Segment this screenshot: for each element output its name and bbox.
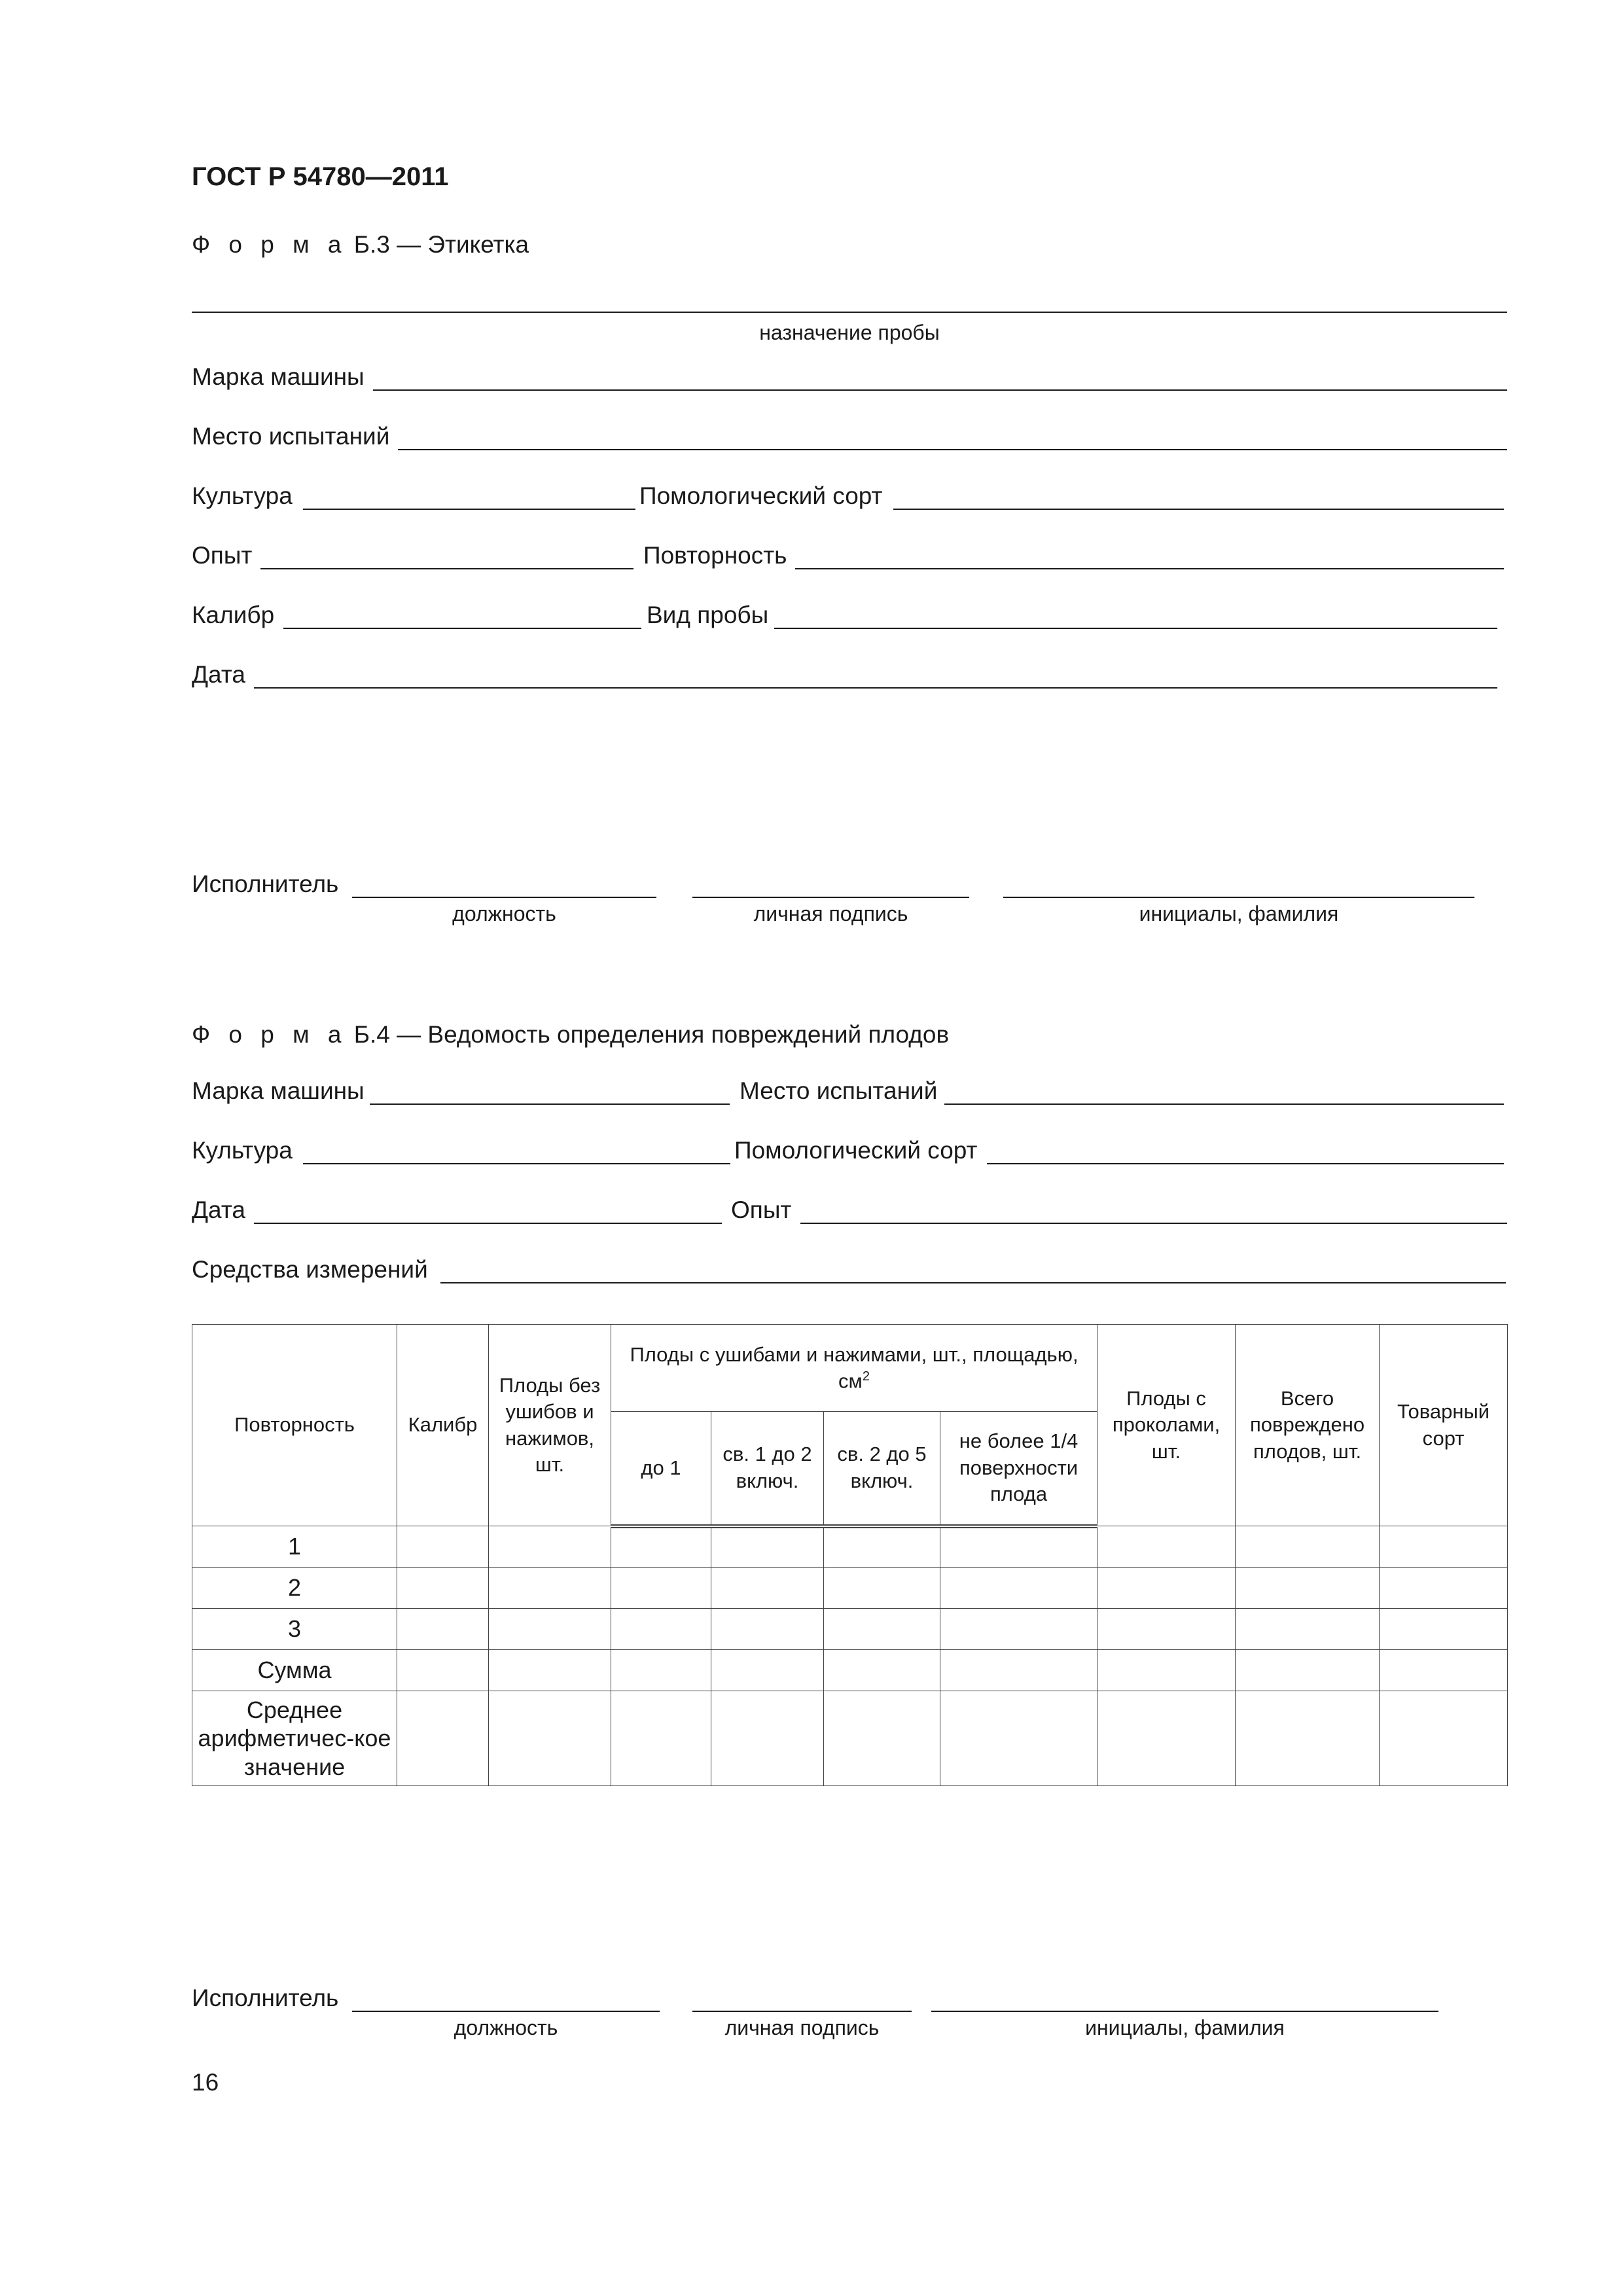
table-cell[interactable] — [711, 1609, 824, 1650]
table-cell[interactable] — [611, 1609, 711, 1650]
doc-code: ГОСТ Р 54780—2011 — [192, 162, 449, 191]
table-cell[interactable] — [489, 1526, 611, 1568]
b4-test-site-label: Место испытаний — [740, 1077, 938, 1104]
caliber-label: Калибр — [192, 601, 275, 628]
b4-executor-signature-caption: личная подпись — [724, 2016, 880, 2039]
form-word: Ф о р м а — [192, 231, 348, 258]
table-cell[interactable] — [824, 1691, 940, 1786]
table-cell[interactable] — [940, 1526, 1097, 1568]
table-cell[interactable] — [1097, 1526, 1236, 1568]
b4-executor-label: Исполнитель — [192, 1984, 339, 2011]
table-cell[interactable] — [489, 1650, 611, 1691]
table-cell[interactable] — [489, 1691, 611, 1786]
b4-instruments-field[interactable] — [440, 1282, 1506, 1283]
form-b4-title — [192, 1022, 949, 1047]
th-max-quarter: не более 1/4 поверхности плода — [940, 1412, 1097, 1526]
page-number: 16 — [192, 2069, 219, 2096]
table-cell[interactable] — [824, 1650, 940, 1691]
th-bruised-group-sup: 2 — [862, 1369, 870, 1384]
table-cell[interactable] — [397, 1526, 489, 1568]
table-cell[interactable] — [711, 1526, 824, 1568]
crop-label: Культура — [192, 482, 293, 509]
table-cell[interactable] — [397, 1609, 489, 1650]
form-b4-title-text: Б.4 — Ведомость определения повреждений плодов — [353, 1021, 950, 1048]
form-b3-title-text: Б.3 — Этикетка — [353, 231, 529, 258]
b4-pomological-variety-field[interactable] — [987, 1163, 1504, 1164]
b4-executor-position-field[interactable] — [352, 2011, 660, 2012]
table-cell[interactable] — [397, 1568, 489, 1609]
table-cell[interactable] — [1097, 1650, 1236, 1691]
table-cell[interactable] — [489, 1609, 611, 1650]
b4-machine-brand-field[interactable] — [370, 1103, 730, 1105]
form-b3-title — [192, 232, 529, 257]
damage-table — [192, 1324, 1508, 1786]
table-row — [192, 1526, 1508, 1568]
table-cell[interactable] — [940, 1650, 1097, 1691]
b4-executor-signature-field[interactable] — [692, 2011, 912, 2012]
table-cell[interactable] — [611, 1691, 711, 1786]
b4-instruments-label: Средства измерений — [192, 1256, 428, 1283]
table-row — [192, 1691, 1508, 1786]
th-from-2-to-5: св. 2 до 5 включ. — [824, 1412, 940, 1526]
sample-type-label: Вид пробы — [647, 601, 769, 628]
th-up-to-1: до 1 — [611, 1412, 711, 1526]
executor-signature-field[interactable] — [692, 897, 969, 898]
table-cell[interactable] — [611, 1650, 711, 1691]
pomological-variety-field[interactable] — [893, 509, 1504, 510]
th-bruised-group-text: Плоды с ушибами и нажимами, шт., площадью, см — [630, 1342, 1079, 1393]
table-cell[interactable] — [1236, 1609, 1380, 1650]
purpose-field[interactable] — [192, 312, 1507, 313]
th-no-bruises: Плоды без ушибов и нажимов, шт. — [489, 1325, 611, 1526]
purpose-caption: назначение пробы — [759, 321, 940, 344]
table-cell[interactable] — [397, 1691, 489, 1786]
table-cell[interactable] — [711, 1691, 824, 1786]
table-header-row — [192, 1325, 1508, 1412]
th-total-damaged: Всего повреждено плодов, шт. — [1236, 1325, 1380, 1526]
table-cell[interactable] — [824, 1526, 940, 1568]
th-punctured: Плоды с проколами, шт. — [1097, 1325, 1236, 1526]
executor-name-field[interactable] — [1003, 897, 1474, 898]
sample-type-field[interactable] — [774, 628, 1497, 629]
table-cell[interactable] — [940, 1609, 1097, 1650]
th-from-1-to-2: св. 1 до 2 включ. — [711, 1412, 824, 1526]
replication-field[interactable] — [795, 568, 1504, 569]
executor-name-caption: инициалы, фамилия — [1139, 902, 1339, 925]
table-cell[interactable] — [1236, 1568, 1380, 1609]
table-cell[interactable] — [824, 1568, 940, 1609]
b4-crop-label: Культура — [192, 1137, 293, 1164]
machine-brand-field[interactable] — [373, 389, 1507, 391]
table-cell[interactable] — [711, 1650, 824, 1691]
table-cell[interactable] — [1380, 1691, 1508, 1786]
table-cell[interactable] — [1097, 1568, 1236, 1609]
table-cell[interactable] — [824, 1609, 940, 1650]
caliber-field[interactable] — [283, 628, 641, 629]
b4-experiment-field[interactable] — [800, 1223, 1507, 1224]
th-bruised-group — [611, 1325, 1097, 1412]
table-cell[interactable] — [1097, 1609, 1236, 1650]
b4-machine-brand-label: Марка машины — [192, 1077, 365, 1104]
executor-label: Исполнитель — [192, 870, 339, 897]
b4-date-field[interactable] — [254, 1223, 722, 1224]
replication-label: Повторность — [643, 542, 787, 569]
executor-signature-caption: личная подпись — [753, 902, 908, 925]
test-site-field[interactable] — [398, 449, 1507, 450]
table-cell[interactable] — [1380, 1609, 1508, 1650]
test-site-label: Место испытаний — [192, 423, 390, 450]
table-row — [192, 1650, 1508, 1691]
row-label: 2 — [192, 1568, 397, 1609]
table-cell[interactable] — [711, 1568, 824, 1609]
table-cell[interactable] — [397, 1650, 489, 1691]
th-replication: Повторность — [192, 1325, 397, 1526]
executor-position-field[interactable] — [352, 897, 656, 898]
table-cell[interactable] — [940, 1691, 1097, 1786]
b4-executor-name-field[interactable] — [931, 2011, 1438, 2012]
date-label: Дата — [192, 661, 245, 688]
b4-crop-field[interactable] — [303, 1163, 730, 1164]
b4-executor-name-caption: инициалы, фамилия — [1085, 2016, 1285, 2039]
row-label: 3 — [192, 1609, 397, 1650]
b4-date-label: Дата — [192, 1196, 245, 1223]
table-cell[interactable] — [1236, 1526, 1380, 1568]
row-label: Среднее арифметичес-кое значение — [192, 1691, 397, 1786]
table-cell[interactable] — [1380, 1526, 1508, 1568]
crop-field[interactable] — [303, 509, 635, 510]
table-cell[interactable] — [611, 1568, 711, 1609]
date-field[interactable] — [254, 687, 1497, 689]
machine-brand-label: Марка машины — [192, 363, 365, 390]
table-cell[interactable] — [1097, 1691, 1236, 1786]
pomological-variety-label: Помологический сорт — [639, 482, 883, 509]
table-cell[interactable] — [1380, 1568, 1508, 1609]
b4-pomological-variety-label: Помологический сорт — [734, 1137, 978, 1164]
table-cell[interactable] — [940, 1568, 1097, 1609]
b4-test-site-field[interactable] — [944, 1103, 1504, 1105]
table-row — [192, 1568, 1508, 1609]
table-cell[interactable] — [611, 1526, 711, 1568]
experiment-label: Опыт — [192, 542, 253, 569]
executor-position-caption: должность — [452, 902, 556, 925]
table-cell[interactable] — [1380, 1650, 1508, 1691]
b4-experiment-label: Опыт — [731, 1196, 792, 1223]
experiment-field[interactable] — [260, 568, 633, 569]
b4-executor-position-caption: должность — [454, 2016, 558, 2039]
form-word: Ф о р м а — [192, 1021, 348, 1048]
row-label: 1 — [192, 1526, 397, 1568]
row-label: Сумма — [192, 1650, 397, 1691]
th-commercial-grade: Товарный сорт — [1380, 1325, 1508, 1526]
th-caliber: Калибр — [397, 1325, 489, 1526]
table-cell[interactable] — [1236, 1650, 1380, 1691]
table-cell[interactable] — [489, 1568, 611, 1609]
table-cell[interactable] — [1236, 1691, 1380, 1786]
table-row — [192, 1609, 1508, 1650]
